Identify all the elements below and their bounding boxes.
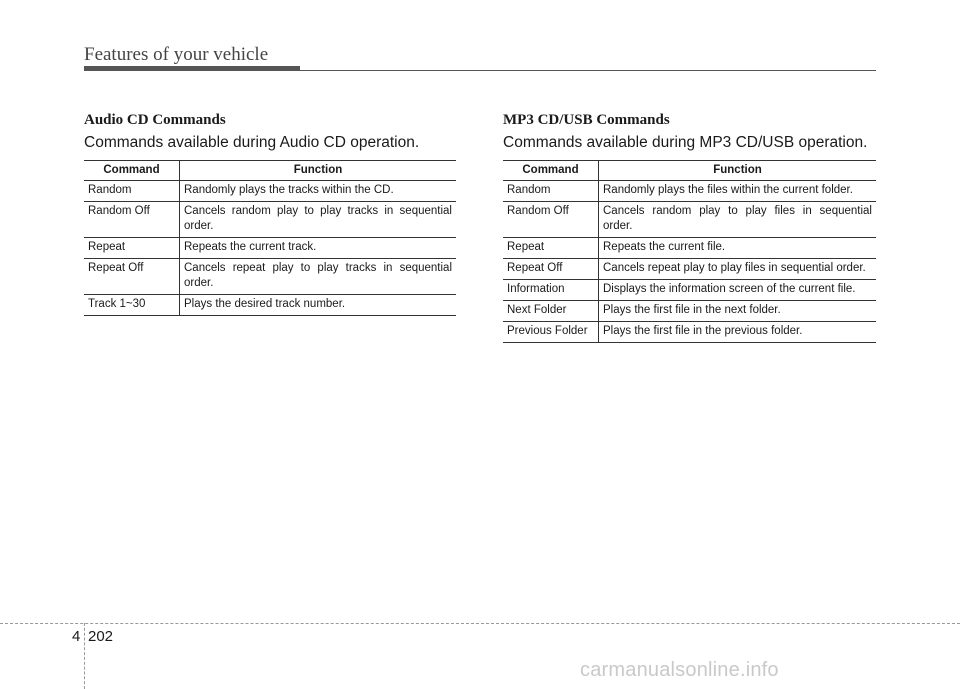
function-cell: Plays the desired track number. — [180, 295, 457, 316]
function-cell: Cancels repeat play to play files in sequential order. — [599, 259, 877, 280]
footer-divider — [84, 623, 85, 689]
command-cell: Repeat Off — [503, 259, 599, 280]
command-cell: Previous Folder — [503, 322, 599, 343]
watermark: carmanualsonline.info — [580, 659, 779, 681]
table-row — [84, 238, 456, 259]
page-number: 202 — [88, 628, 114, 645]
table-header-row — [84, 161, 456, 181]
mp3-usb-subtitle: Commands available during MP3 CD/USB operation. — [503, 134, 868, 151]
command-cell: Random — [84, 181, 180, 202]
table-row — [503, 301, 876, 322]
page-header-title: Features of your vehicle — [84, 44, 269, 65]
column-header-function: Function — [180, 161, 457, 181]
table-row — [84, 202, 456, 238]
function-cell: Repeats the current track. — [180, 238, 457, 259]
audio-cd-section — [84, 110, 456, 316]
table-row — [503, 202, 876, 238]
function-cell: Displays the information screen of the current file. — [599, 280, 877, 301]
table-row — [84, 295, 456, 316]
table-row — [84, 259, 456, 295]
command-cell: Random Off — [84, 202, 180, 238]
command-cell: Repeat — [503, 238, 599, 259]
header-rule — [300, 70, 876, 71]
table-row — [503, 280, 876, 301]
table-row — [503, 238, 876, 259]
command-cell: Random — [503, 181, 599, 202]
table-row — [503, 181, 876, 202]
mp3-usb-section — [503, 110, 876, 343]
command-cell: Repeat Off — [84, 259, 180, 295]
audio-cd-title: Audio CD Commands — [84, 112, 226, 128]
function-cell: Randomly plays the files within the current folder. — [599, 181, 877, 202]
function-cell: Cancels random play to play tracks in sequential order. — [180, 202, 457, 238]
chapter-number: 4 — [72, 628, 81, 645]
column-header-function: Function — [599, 161, 877, 181]
audio-cd-subtitle: Commands available during Audio CD operation. — [84, 134, 420, 151]
table-row — [84, 181, 456, 202]
command-cell: Track 1~30 — [84, 295, 180, 316]
header-accent-bar — [84, 66, 300, 71]
function-cell: Plays the first file in the previous folder. — [599, 322, 877, 343]
function-cell: Randomly plays the tracks within the CD. — [180, 181, 457, 202]
footer-rule — [0, 623, 960, 624]
function-cell: Cancels random play to play files in sequential order. — [599, 202, 877, 238]
mp3-usb-commands-table — [503, 160, 876, 343]
audio-cd-commands-table — [84, 160, 456, 316]
command-cell: Next Folder — [503, 301, 599, 322]
command-cell: Information — [503, 280, 599, 301]
function-cell: Repeats the current file. — [599, 238, 877, 259]
mp3-usb-title: MP3 CD/USB Commands — [503, 112, 670, 128]
column-header-command: Command — [84, 161, 180, 181]
table-row — [503, 322, 876, 343]
column-header-command: Command — [503, 161, 599, 181]
table-row — [503, 259, 876, 280]
table-header-row — [503, 161, 876, 181]
command-cell: Repeat — [84, 238, 180, 259]
command-cell: Random Off — [503, 202, 599, 238]
function-cell: Cancels repeat play to play tracks in sequential order. — [180, 259, 457, 295]
function-cell: Plays the first file in the next folder. — [599, 301, 877, 322]
